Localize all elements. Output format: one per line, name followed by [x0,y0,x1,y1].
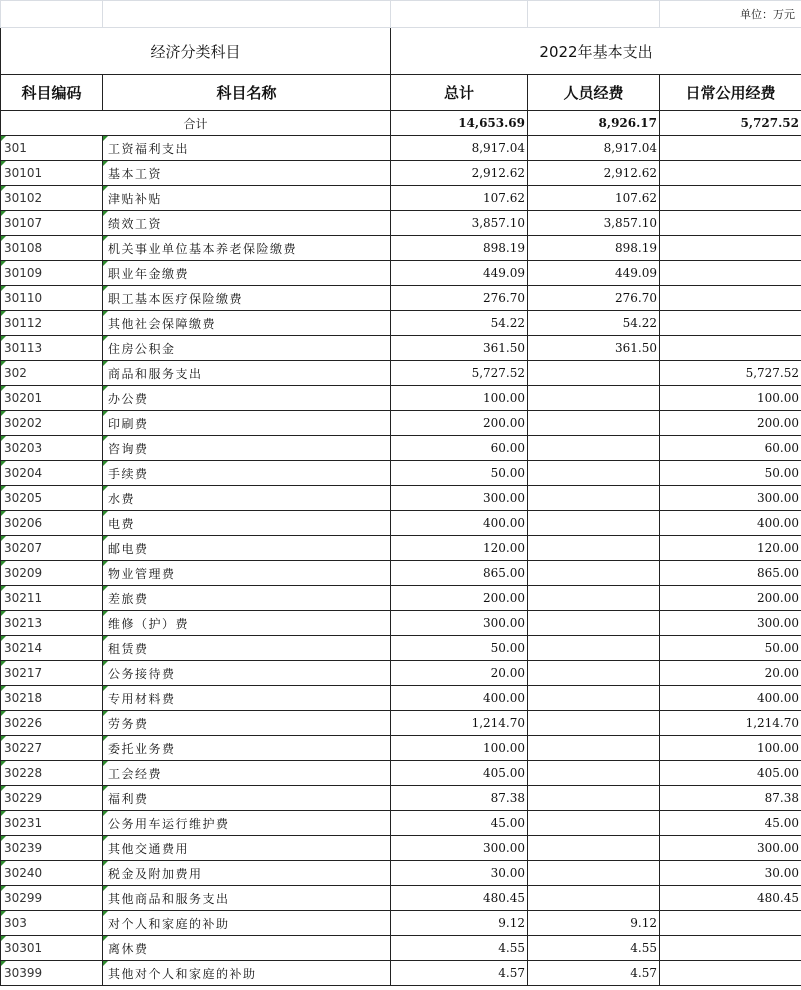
subject-code-cell[interactable]: 30227 [1,736,103,761]
subject-name-cell[interactable]: 差旅费 [103,586,391,611]
personnel-cell[interactable] [528,636,660,661]
table-row [1,361,801,386]
unit-row [1,1,801,28]
public-cell[interactable]: 405.00 [660,761,801,786]
total-cell[interactable]: 120.00 [391,536,528,561]
subject-name-cell[interactable]: 福利费 [103,786,391,811]
public-cell[interactable]: 200.00 [660,411,801,436]
personnel-cell[interactable] [528,361,660,386]
subject-code-cell[interactable]: 30226 [1,711,103,736]
public-cell[interactable] [660,211,801,236]
personnel-cell[interactable] [528,886,660,911]
public-cell[interactable]: 300.00 [660,836,801,861]
total-cell[interactable]: 8,917.04 [391,136,528,161]
table-row [1,161,801,186]
table-row [1,236,801,261]
header-row-2 [1,75,801,111]
total-cell[interactable]: 30.00 [391,861,528,886]
blank-cell[interactable] [1,1,103,28]
subject-code-cell[interactable]: 30207 [1,536,103,561]
total-cell[interactable]: 300.00 [391,836,528,861]
personnel-cell[interactable]: 898.19 [528,236,660,261]
public-cell[interactable]: 45.00 [660,811,801,836]
total-cell[interactable]: 361.50 [391,336,528,361]
public-cell[interactable]: 120.00 [660,536,801,561]
subject-name-cell[interactable]: 公务用车运行维护费 [103,811,391,836]
total-cell[interactable]: 100.00 [391,736,528,761]
personnel-cell[interactable]: 107.62 [528,186,660,211]
total-cell[interactable]: 4.55 [391,936,528,961]
subject-code-cell[interactable]: 30109 [1,261,103,286]
subject-code-cell[interactable]: 30206 [1,511,103,536]
total-cell[interactable]: 3,857.10 [391,211,528,236]
table-row [1,886,801,911]
table-row [1,961,801,986]
personnel-cell[interactable] [528,386,660,411]
public-cell[interactable] [660,311,801,336]
subject-code-cell[interactable]: 30209 [1,561,103,586]
subject-name-cell[interactable]: 维修（护）费 [103,611,391,636]
table-row [1,811,801,836]
personnel-cell[interactable]: 361.50 [528,336,660,361]
table-row [1,411,801,436]
public-cell[interactable] [660,186,801,211]
total-cell[interactable]: 50.00 [391,636,528,661]
subject-name-cell[interactable]: 绩效工资 [103,211,391,236]
table-row [1,286,801,311]
public-cell[interactable] [660,161,801,186]
blank-cell[interactable] [391,1,528,28]
subject-code-cell[interactable]: 30217 [1,661,103,686]
personnel-cell[interactable]: 2,912.62 [528,161,660,186]
total-column-header[interactable]: 总计 [391,75,528,111]
table-row [1,686,801,711]
total-cell[interactable]: 20.00 [391,661,528,686]
subject-name-cell[interactable]: 离休费 [103,936,391,961]
table-row [1,511,801,536]
econ-classification-header[interactable]: 经济分类科目 [1,28,391,75]
subject-code-cell[interactable]: 302 [1,361,103,386]
subject-code-cell[interactable]: 30107 [1,211,103,236]
subject-code-cell[interactable]: 30213 [1,611,103,636]
total-cell[interactable]: 865.00 [391,561,528,586]
total-cell[interactable]: 300.00 [391,611,528,636]
table-row [1,861,801,886]
total-cell[interactable]: 449.09 [391,261,528,286]
subject-name-cell[interactable]: 税金及附加费用 [103,861,391,886]
subject-name-cell[interactable]: 基本工资 [103,161,391,186]
personnel-cell[interactable] [528,861,660,886]
table-row [1,336,801,361]
total-public[interactable]: 5,727.52 [660,111,801,136]
header-row-1 [1,28,801,75]
name-column-header[interactable]: 科目名称 [103,75,391,111]
subject-code-cell[interactable]: 30201 [1,386,103,411]
basic-expenditure-header[interactable]: 2022年基本支出 [391,28,801,75]
code-column-header[interactable]: 科目编码 [1,75,103,111]
total-personnel[interactable]: 8,926.17 [528,111,660,136]
subject-code-cell[interactable]: 303 [1,911,103,936]
public-cell[interactable]: 400.00 [660,686,801,711]
total-cell[interactable]: 54.22 [391,311,528,336]
public-cell[interactable] [660,286,801,311]
personnel-cell[interactable]: 276.70 [528,286,660,311]
table-row [1,211,801,236]
table-row [1,611,801,636]
subject-code-cell[interactable]: 30205 [1,486,103,511]
personnel-cell[interactable] [528,661,660,686]
table-row [1,136,801,161]
public-cell[interactable]: 400.00 [660,511,801,536]
public-cell[interactable]: 100.00 [660,736,801,761]
total-cell[interactable]: 898.19 [391,236,528,261]
personnel-cell[interactable]: 3,857.10 [528,211,660,236]
public-cell[interactable]: 30.00 [660,861,801,886]
subject-code-cell[interactable]: 30299 [1,886,103,911]
personnel-cell[interactable] [528,761,660,786]
public-cell[interactable]: 300.00 [660,611,801,636]
total-cell[interactable]: 400.00 [391,511,528,536]
total-cell[interactable]: 400.00 [391,686,528,711]
total-cell[interactable]: 60.00 [391,436,528,461]
public-column-header[interactable]: 日常公用经费 [660,75,801,111]
subject-name-cell[interactable]: 其他社会保障缴费 [103,311,391,336]
subject-code-cell[interactable]: 30202 [1,411,103,436]
subject-code-cell[interactable]: 30231 [1,811,103,836]
total-cell[interactable]: 480.45 [391,886,528,911]
subject-name-cell[interactable]: 其他交通费用 [103,836,391,861]
public-cell[interactable]: 200.00 [660,586,801,611]
personnel-cell[interactable]: 8,917.04 [528,136,660,161]
total-cell[interactable]: 405.00 [391,761,528,786]
subject-name-cell[interactable]: 工资福利支出 [103,136,391,161]
subject-name-cell[interactable]: 其他对个人和家庭的补助 [103,961,391,986]
personnel-cell[interactable] [528,786,660,811]
table-row [1,761,801,786]
public-cell[interactable]: 50.00 [660,461,801,486]
public-cell[interactable]: 60.00 [660,436,801,461]
subject-code-cell[interactable]: 30102 [1,186,103,211]
subject-name-cell[interactable]: 公务接待费 [103,661,391,686]
total-cell[interactable]: 100.00 [391,386,528,411]
table-row [1,736,801,761]
subject-code-cell[interactable]: 30101 [1,161,103,186]
public-cell[interactable]: 87.38 [660,786,801,811]
subject-name-cell[interactable]: 印刷费 [103,411,391,436]
total-cell[interactable]: 107.62 [391,186,528,211]
personnel-cell[interactable]: 4.57 [528,961,660,986]
personnel-cell[interactable]: 9.12 [528,911,660,936]
subject-name-cell[interactable]: 邮电费 [103,536,391,561]
subject-code-cell[interactable]: 30301 [1,936,103,961]
total-cell[interactable]: 5,727.52 [391,361,528,386]
table-row [1,661,801,686]
subject-name-cell[interactable]: 电费 [103,511,391,536]
subject-name-cell[interactable]: 其他商品和服务支出 [103,886,391,911]
subject-code-cell[interactable]: 30229 [1,786,103,811]
personnel-cell[interactable] [528,811,660,836]
total-cell[interactable]: 2,912.62 [391,161,528,186]
public-cell[interactable]: 100.00 [660,386,801,411]
subject-name-cell[interactable]: 委托业务费 [103,736,391,761]
blank-cell[interactable] [528,1,660,28]
total-row [1,111,801,136]
total-cell[interactable]: 87.38 [391,786,528,811]
personnel-cell[interactable] [528,536,660,561]
public-cell[interactable]: 50.00 [660,636,801,661]
table-row [1,786,801,811]
table-row [1,436,801,461]
total-cell[interactable]: 276.70 [391,286,528,311]
subject-name-cell[interactable]: 工会经费 [103,761,391,786]
table-row [1,711,801,736]
subject-name-cell[interactable]: 商品和服务支出 [103,361,391,386]
total-cell[interactable]: 200.00 [391,586,528,611]
personnel-cell[interactable] [528,486,660,511]
public-cell[interactable]: 300.00 [660,486,801,511]
personnel-cell[interactable] [528,436,660,461]
subject-name-cell[interactable]: 办公费 [103,386,391,411]
subject-name-cell[interactable]: 职业年金缴费 [103,261,391,286]
table-row [1,561,801,586]
unit-label[interactable]: 单位：万元 [660,1,801,28]
public-cell[interactable] [660,261,801,286]
subject-code-cell[interactable]: 30112 [1,311,103,336]
table-row [1,311,801,336]
subject-name-cell[interactable]: 租赁费 [103,636,391,661]
total-cell[interactable]: 300.00 [391,486,528,511]
subject-code-cell[interactable]: 30240 [1,861,103,886]
subject-code-cell[interactable]: 30214 [1,636,103,661]
public-cell[interactable] [660,936,801,961]
table-row [1,261,801,286]
table-row [1,536,801,561]
table-row [1,911,801,936]
total-cell[interactable]: 50.00 [391,461,528,486]
subject-code-cell[interactable]: 30203 [1,436,103,461]
public-cell[interactable]: 480.45 [660,886,801,911]
total-cell[interactable]: 45.00 [391,811,528,836]
table-row [1,936,801,961]
public-cell[interactable]: 865.00 [660,561,801,586]
public-cell[interactable] [660,236,801,261]
subject-name-cell[interactable]: 咨询费 [103,436,391,461]
subject-code-cell[interactable]: 30110 [1,286,103,311]
personnel-column-header[interactable]: 人员经费 [528,75,660,111]
subject-name-cell[interactable]: 物业管理费 [103,561,391,586]
table-row [1,636,801,661]
subject-code-cell[interactable]: 30218 [1,686,103,711]
personnel-cell[interactable] [528,711,660,736]
subject-name-cell[interactable]: 对个人和家庭的补助 [103,911,391,936]
public-cell[interactable] [660,911,801,936]
personnel-cell[interactable] [528,836,660,861]
personnel-cell[interactable] [528,461,660,486]
subject-name-cell[interactable]: 手续费 [103,461,391,486]
subject-name-cell[interactable]: 住房公积金 [103,336,391,361]
public-cell[interactable]: 20.00 [660,661,801,686]
subject-name-cell[interactable]: 劳务费 [103,711,391,736]
subject-code-cell[interactable]: 30108 [1,236,103,261]
personnel-cell[interactable] [528,561,660,586]
personnel-cell[interactable]: 54.22 [528,311,660,336]
public-cell[interactable]: 5,727.52 [660,361,801,386]
personnel-cell[interactable]: 4.55 [528,936,660,961]
total-cell[interactable]: 4.57 [391,961,528,986]
personnel-cell[interactable] [528,686,660,711]
table-row [1,586,801,611]
personnel-cell[interactable] [528,511,660,536]
subject-name-cell[interactable]: 职工基本医疗保险缴费 [103,286,391,311]
public-cell[interactable] [660,136,801,161]
total-cell[interactable]: 200.00 [391,411,528,436]
public-cell[interactable] [660,961,801,986]
public-cell[interactable]: 1,214.70 [660,711,801,736]
subject-name-cell[interactable]: 机关事业单位基本养老保险缴费 [103,236,391,261]
table-row [1,486,801,511]
personnel-cell[interactable]: 449.09 [528,261,660,286]
table-row [1,461,801,486]
blank-cell[interactable] [103,1,391,28]
subject-name-cell[interactable]: 专用材料费 [103,686,391,711]
subject-code-cell[interactable]: 30239 [1,836,103,861]
total-label[interactable]: 合计 [1,111,391,136]
table-row [1,836,801,861]
subject-code-cell[interactable]: 30211 [1,586,103,611]
public-cell[interactable] [660,336,801,361]
personnel-cell[interactable] [528,611,660,636]
total-cell[interactable]: 1,214.70 [391,711,528,736]
personnel-cell[interactable] [528,736,660,761]
personnel-cell[interactable] [528,411,660,436]
total-sum[interactable]: 14,653.69 [391,111,528,136]
subject-code-cell[interactable]: 30204 [1,461,103,486]
table-row [1,386,801,411]
total-cell[interactable]: 9.12 [391,911,528,936]
subject-name-cell[interactable]: 水费 [103,486,391,511]
subject-code-cell[interactable]: 30113 [1,336,103,361]
subject-name-cell[interactable]: 津贴补贴 [103,186,391,211]
subject-code-cell[interactable]: 30399 [1,961,103,986]
table-row [1,186,801,211]
personnel-cell[interactable] [528,586,660,611]
subject-code-cell[interactable]: 301 [1,136,103,161]
subject-code-cell[interactable]: 30228 [1,761,103,786]
